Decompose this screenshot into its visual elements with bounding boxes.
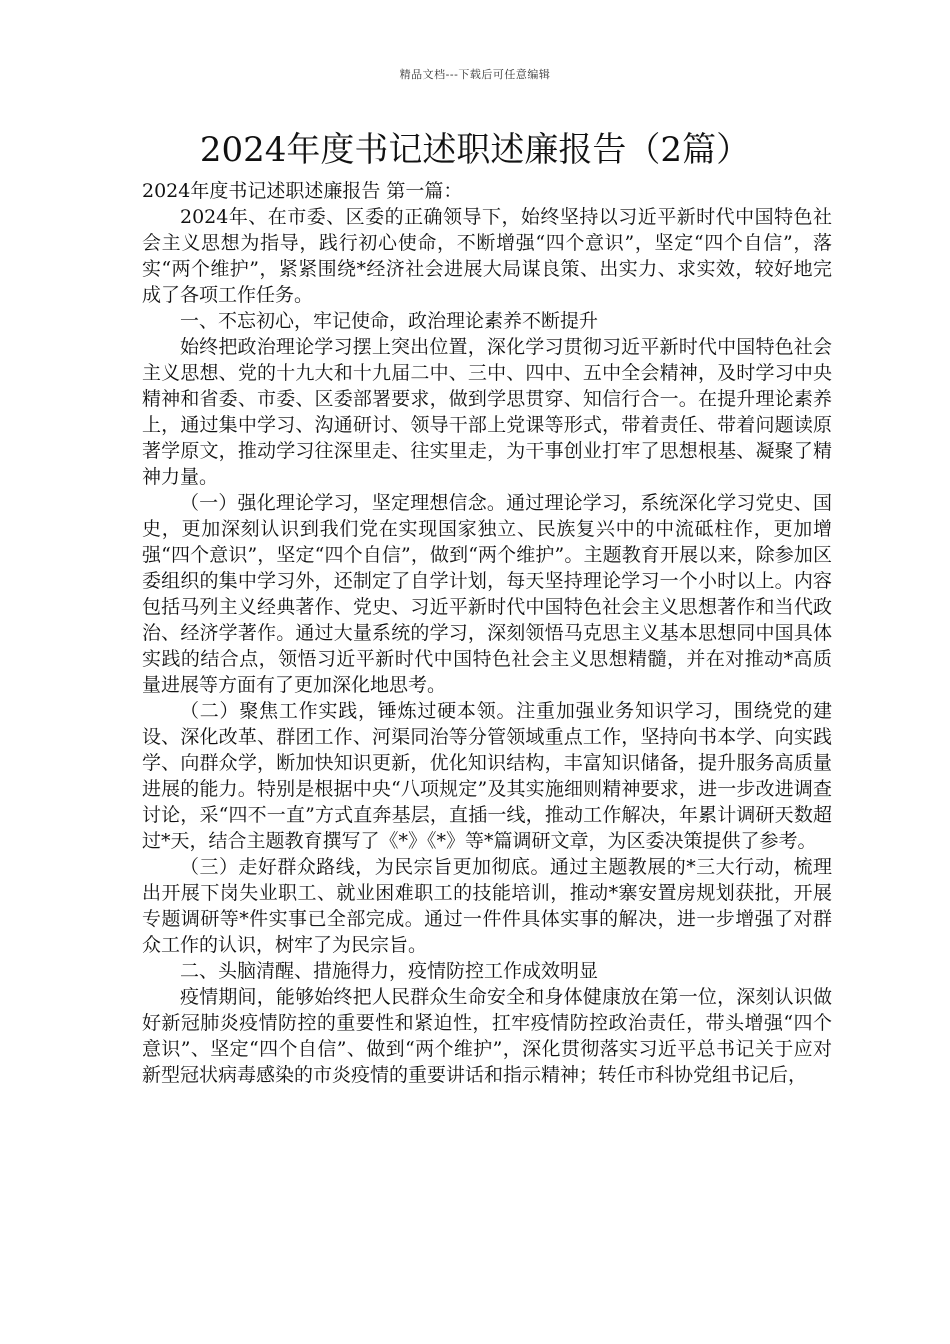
paragraph-subsection-3: （三）走好群众路线，为民宗旨更加彻底。通过主题教展的*三大行动，梳理出开展下岗失业职工、就业困难职工的技能培训，推动*寨安置房规划获批，开展专题调研等*件实事已全部完成。通过一件件具体实事的解决，进一步增强了对群众工作的认识，树牢了为民宗旨。 bbox=[142, 856, 832, 956]
document-body bbox=[142, 178, 832, 1088]
section-heading-2: 二、头脑清醒、措施得力，疫情防控工作成效明显 bbox=[180, 960, 599, 982]
paragraph-intro: 2024年、在市委、区委的正确领导下，始终坚持以习近平新时代中国特色社会主义思想为指导，践行初心使命，不断增强“四个意识”，坚定“四个自信”，落实“两个维护”，紧紧围绕*经济社会进展大局谋良策、出实力、求实效，较好地完成了各项工作任务。 bbox=[142, 206, 832, 306]
document-title: 2024年度书记述职述廉报告（2篇） bbox=[199, 130, 751, 170]
section-heading-1: 一、不忘初心，牢记使命，政治理论素养不断提升 bbox=[180, 310, 599, 332]
paragraph-subsection-2: （二）聚焦工作实践，锤炼过硬本领。注重加强业务知识学习，围绕党的建设、深化改革、群团工作、河渠同治等分管领域重点工作，坚持向书本学、向实践学、向群众学，断加快知识更新，优化知识结构，丰富知识储备，提升服务高质量进展的能力。特别是根据中央“八项规定”及其实施细则精神要求，进一步改进调查讨论，采“四不一直”方式直奔基层，直插一线，推动工作解决，年累计调研天数超过*天，结合主题教育撰写了《*》《*》等*篇调研文章，为区委决策提供了参考。 bbox=[142, 700, 832, 852]
paragraph-section-2: 疫情期间，能够始终把人民群众生命安全和身体健康放在第一位，深刻认识做好新冠肺炎疫情防控的重要性和紧迫性，扛牢疫情防控政治责任，带头增强“四个意识”、坚定“四个自信”、做到“两个维护”，深化贯彻落实习近平总书记关于应对新型冠状病毒感染的市炎疫情的重要讲话和指示精神；转任市科协党组书记后， bbox=[142, 986, 832, 1086]
paragraph-section-1: 始终把政治理论学习摆上突出位置，深化学习贯彻习近平新时代中国特色社会主义思想、党的十九大和十九届二中、三中、四中、五中全会精神，及时学习中央精神和省委、市委、区委部署要求，做到学思贯穿、知信行合一。在提升理论素养上，通过集中学习、沟通研讨、领导干部上党课等形式，带着责任、带着问题读原著学原文，推动学习往深里走、往实里走，为干事创业打牢了思想根基、凝聚了精神力量。 bbox=[142, 336, 832, 488]
header-note: 精品文档---下载后可任意编辑 bbox=[399, 68, 551, 81]
document-subtitle: 2024年度书记述职述廉报告 第一篇： bbox=[142, 180, 463, 202]
paragraph-subsection-1: （一）强化理论学习，坚定理想信念。通过理论学习，系统深化学习党史、国史，更加深刻认识到我们党在实现国家独立、民族复兴中的中流砥柱作，更加增强“四个意识”，坚定“四个自信”，做到“两个维护”。主题教育开展以来，除参加区委组织的集中学习外，还制定了自学计划，每天坚持理论学习一个小时以上。内容包括马列主义经典著作、党史、习近平新时代中国特色社会主义思想著作和当代政治、经济学著作。通过大量系统的学习，深刻领悟马克思主义基本思想同中国具体实践的结合点，领悟习近平新时代中国特色社会主义思想精髓，并在对推动*高质量进展等方面有了更加深化地思考。 bbox=[142, 492, 832, 696]
